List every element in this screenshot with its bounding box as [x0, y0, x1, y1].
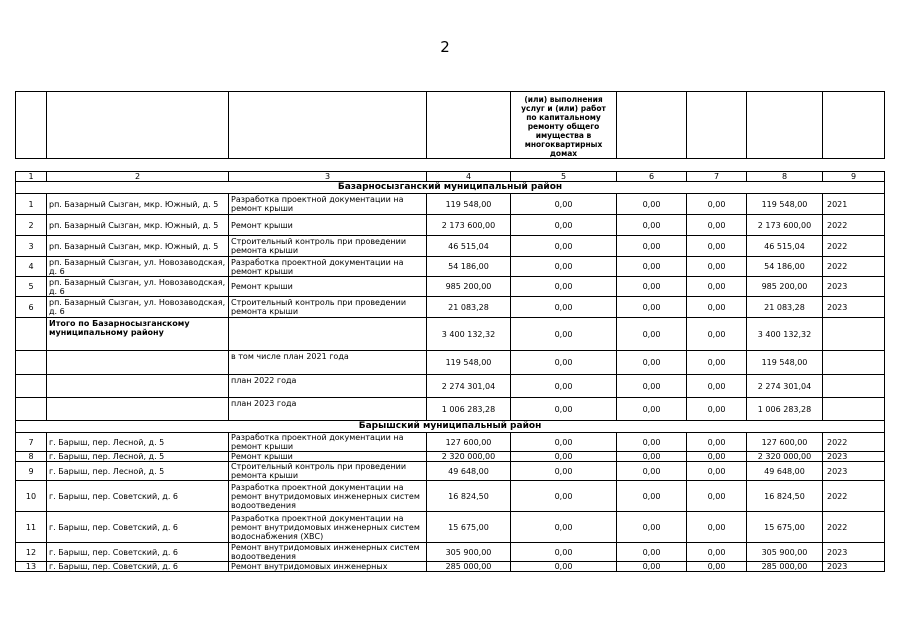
year-cell	[823, 375, 885, 398]
cost-col5-cell: 0,00	[511, 318, 617, 351]
cost-col5-cell: 0,00	[511, 297, 617, 318]
cost-col6-cell: 0,00	[617, 562, 687, 572]
row-number: 12	[16, 543, 47, 562]
header-cell	[687, 92, 747, 159]
address-cell: г. Барыш, пер. Лесной, д. 5	[47, 433, 229, 452]
header-fragment-text: (или) выполнения услуг и (или) работ по капитальному ремонту общего имущества в многоквартирных домах	[511, 92, 617, 159]
cost-total-cell: 285 000,00	[427, 562, 511, 572]
total-work-label	[229, 318, 427, 351]
cost-col5-cell: 0,00	[511, 543, 617, 562]
column-number: 8	[747, 172, 823, 182]
column-number: 4	[427, 172, 511, 182]
address-cell: г. Барыш, пер. Советский, д. 6	[47, 512, 229, 543]
address-cell: г. Барыш, пер. Советский, д. 6	[47, 481, 229, 512]
work-type-cell: Строительный контроль при проведении ремонта крыши	[229, 297, 427, 318]
column-number: 5	[511, 172, 617, 182]
row-number: 13	[16, 562, 47, 572]
row-number: 5	[16, 277, 47, 297]
cost-total-cell: 119 548,00	[427, 351, 511, 375]
address-cell: рп. Базарный Сызган, мкр. Южный, д. 5	[47, 215, 229, 236]
address-cell: г. Барыш, пер. Советский, д. 6	[47, 562, 229, 572]
section-title-row	[16, 182, 885, 194]
work-type-cell: Строительный контроль при проведении ремонта крыши	[229, 462, 427, 481]
cost-col8-cell: 16 824,50	[747, 481, 823, 512]
header-cell	[427, 92, 511, 159]
table-row	[16, 481, 885, 512]
cost-col6-cell: 0,00	[617, 277, 687, 297]
cost-col8-cell: 2 320 000,00	[747, 452, 823, 462]
cost-col7-cell: 0,00	[687, 452, 747, 462]
year-cell	[823, 318, 885, 351]
cost-col6-cell: 0,00	[617, 318, 687, 351]
year-cell: 2022	[823, 512, 885, 543]
work-type-cell: Ремонт крыши	[229, 452, 427, 462]
header-cell	[16, 92, 47, 159]
year-cell: 2022	[823, 257, 885, 277]
year-cell: 2022	[823, 433, 885, 452]
header-cell	[617, 92, 687, 159]
cost-col8-cell: 46 515,04	[747, 236, 823, 257]
year-cell: 2023	[823, 452, 885, 462]
row-number: 7	[16, 433, 47, 452]
table-row	[16, 433, 885, 452]
column-number-row	[16, 172, 885, 182]
work-type-cell: Ремонт крыши	[229, 215, 427, 236]
cost-col8-cell: 985 200,00	[747, 277, 823, 297]
cost-total-cell: 305 900,00	[427, 543, 511, 562]
table-row	[16, 257, 885, 277]
address-cell: рп. Базарный Сызган, ул. Новозаводская, д. 6	[47, 257, 229, 277]
table-row	[16, 543, 885, 562]
table-row	[16, 562, 885, 572]
page-number: 2	[440, 38, 450, 56]
address-cell: г. Барыш, пер. Лесной, д. 5	[47, 452, 229, 462]
cost-total-cell: 21 083,28	[427, 297, 511, 318]
cost-col7-cell: 0,00	[687, 562, 747, 572]
cost-col5-cell: 0,00	[511, 512, 617, 543]
cost-col5-cell: 0,00	[511, 351, 617, 375]
table-row	[16, 194, 885, 215]
cost-col6-cell: 0,00	[617, 297, 687, 318]
cost-col6-cell: 0,00	[617, 236, 687, 257]
total-label	[47, 351, 229, 375]
year-cell: 2023	[823, 562, 885, 572]
column-number: 1	[16, 172, 47, 182]
work-type-cell: Разработка проектной документации на ремонт крыши	[229, 194, 427, 215]
cost-col6-cell: 0,00	[617, 398, 687, 421]
table-row	[16, 236, 885, 257]
cost-col8-cell: 119 548,00	[747, 194, 823, 215]
total-row	[16, 398, 885, 421]
cost-col6-cell: 0,00	[617, 433, 687, 452]
section-title: Барышский муниципальный район	[16, 421, 885, 433]
total-work-label: план 2022 года	[229, 375, 427, 398]
cost-col5-cell: 0,00	[511, 462, 617, 481]
cost-total-cell: 2 274 301,04	[427, 375, 511, 398]
cost-total-cell: 3 400 132,32	[427, 318, 511, 351]
column-number: 3	[229, 172, 427, 182]
cost-col8-cell: 1 006 283,28	[747, 398, 823, 421]
cost-col8-cell: 119 548,00	[747, 351, 823, 375]
row-number: 11	[16, 512, 47, 543]
column-number: 9	[823, 172, 885, 182]
row-number: 6	[16, 297, 47, 318]
address-cell: г. Барыш, пер. Советский, д. 6	[47, 543, 229, 562]
header-cell	[47, 92, 229, 159]
cost-col5-cell: 0,00	[511, 375, 617, 398]
cost-col7-cell: 0,00	[687, 236, 747, 257]
row-number	[16, 318, 47, 351]
main-table	[15, 171, 885, 572]
cost-total-cell: 985 200,00	[427, 277, 511, 297]
year-cell	[823, 398, 885, 421]
row-number: 2	[16, 215, 47, 236]
year-cell: 2022	[823, 215, 885, 236]
total-row	[16, 318, 885, 351]
table-row	[16, 297, 885, 318]
row-number: 3	[16, 236, 47, 257]
year-cell: 2022	[823, 481, 885, 512]
header-cell	[823, 92, 885, 159]
cost-col8-cell: 21 083,28	[747, 297, 823, 318]
cost-col6-cell: 0,00	[617, 462, 687, 481]
cost-col6-cell: 0,00	[617, 215, 687, 236]
work-type-cell: Разработка проектной документации на ремонт внутридомовых инженерных систем водоотведения	[229, 481, 427, 512]
cost-total-cell: 46 515,04	[427, 236, 511, 257]
cost-col7-cell: 0,00	[687, 351, 747, 375]
cost-col5-cell: 0,00	[511, 562, 617, 572]
section-title-row	[16, 421, 885, 433]
cost-col5-cell: 0,00	[511, 194, 617, 215]
cost-col5-cell: 0,00	[511, 215, 617, 236]
cost-col6-cell: 0,00	[617, 375, 687, 398]
work-type-cell: Строительный контроль при проведении ремонта крыши	[229, 236, 427, 257]
cost-col7-cell: 0,00	[687, 543, 747, 562]
row-number: 9	[16, 462, 47, 481]
cost-total-cell: 2 320 000,00	[427, 452, 511, 462]
cost-col6-cell: 0,00	[617, 351, 687, 375]
cost-total-cell: 1 006 283,28	[427, 398, 511, 421]
row-number	[16, 398, 47, 421]
cost-col7-cell: 0,00	[687, 194, 747, 215]
year-cell: 2023	[823, 543, 885, 562]
work-type-cell: Разработка проектной документации на ремонт крыши	[229, 433, 427, 452]
row-number: 10	[16, 481, 47, 512]
cost-total-cell: 119 548,00	[427, 194, 511, 215]
cost-total-cell: 49 648,00	[427, 462, 511, 481]
year-cell: 2023	[823, 462, 885, 481]
total-label	[47, 398, 229, 421]
cost-col6-cell: 0,00	[617, 194, 687, 215]
cost-col7-cell: 0,00	[687, 433, 747, 452]
cost-col8-cell: 127 600,00	[747, 433, 823, 452]
address-cell: рп. Базарный Сызган, ул. Новозаводская, д. 6	[47, 277, 229, 297]
cost-col5-cell: 0,00	[511, 257, 617, 277]
total-label	[47, 375, 229, 398]
cost-col8-cell: 2 274 301,04	[747, 375, 823, 398]
table-row	[16, 512, 885, 543]
row-number	[16, 375, 47, 398]
row-number: 1	[16, 194, 47, 215]
cost-col5-cell: 0,00	[511, 398, 617, 421]
row-number: 4	[16, 257, 47, 277]
cost-col8-cell: 2 173 600,00	[747, 215, 823, 236]
work-type-cell: Ремонт внутридомовых инженерных систем водоотведения	[229, 543, 427, 562]
work-type-cell: Ремонт крыши	[229, 277, 427, 297]
year-cell: 2022	[823, 236, 885, 257]
cost-col8-cell: 305 900,00	[747, 543, 823, 562]
year-cell	[823, 351, 885, 375]
total-row	[16, 375, 885, 398]
cost-col5-cell: 0,00	[511, 481, 617, 512]
cost-col7-cell: 0,00	[687, 297, 747, 318]
table-row	[16, 277, 885, 297]
row-number	[16, 351, 47, 375]
total-work-label: план 2023 года	[229, 398, 427, 421]
cost-col8-cell: 54 186,00	[747, 257, 823, 277]
table-row	[16, 462, 885, 481]
work-type-cell: Ремонт внутридомовых инженерных	[229, 562, 427, 572]
row-number: 8	[16, 452, 47, 462]
header-cell	[229, 92, 427, 159]
cost-col7-cell: 0,00	[687, 215, 747, 236]
cost-col7-cell: 0,00	[687, 462, 747, 481]
work-type-cell: Разработка проектной документации на ремонт крыши	[229, 257, 427, 277]
cost-col7-cell: 0,00	[687, 375, 747, 398]
address-cell: рп. Базарный Сызган, ул. Новозаводская, д. 6	[47, 297, 229, 318]
cost-total-cell: 2 173 600,00	[427, 215, 511, 236]
cost-col5-cell: 0,00	[511, 236, 617, 257]
cost-col7-cell: 0,00	[687, 277, 747, 297]
cost-col7-cell: 0,00	[687, 512, 747, 543]
cost-col7-cell: 0,00	[687, 257, 747, 277]
cost-col8-cell: 49 648,00	[747, 462, 823, 481]
total-row	[16, 351, 885, 375]
cost-col6-cell: 0,00	[617, 512, 687, 543]
cost-col5-cell: 0,00	[511, 277, 617, 297]
header-cell	[747, 92, 823, 159]
address-cell: рп. Базарный Сызган, мкр. Южный, д. 5	[47, 194, 229, 215]
total-label: Итого по Базарносызганскому муниципальному району	[47, 318, 229, 351]
column-number: 6	[617, 172, 687, 182]
cost-col5-cell: 0,00	[511, 433, 617, 452]
cost-total-cell: 16 824,50	[427, 481, 511, 512]
cost-col6-cell: 0,00	[617, 543, 687, 562]
table-row	[16, 452, 885, 462]
cost-total-cell: 127 600,00	[427, 433, 511, 452]
column-number: 7	[687, 172, 747, 182]
header-table	[15, 91, 885, 159]
work-type-cell: Разработка проектной документации на ремонт внутридомовых инженерных систем водоснабжения (ХВС)	[229, 512, 427, 543]
total-work-label: в том числе план 2021 года	[229, 351, 427, 375]
cost-col8-cell: 15 675,00	[747, 512, 823, 543]
year-cell: 2023	[823, 277, 885, 297]
address-cell: рп. Базарный Сызган, мкр. Южный, д. 5	[47, 236, 229, 257]
column-number: 2	[47, 172, 229, 182]
section-title: Базарносызганский муниципальный район	[16, 182, 885, 194]
cost-col8-cell: 285 000,00	[747, 562, 823, 572]
cost-col8-cell: 3 400 132,32	[747, 318, 823, 351]
address-cell: г. Барыш, пер. Лесной, д. 5	[47, 462, 229, 481]
cost-col6-cell: 0,00	[617, 452, 687, 462]
year-cell: 2023	[823, 297, 885, 318]
cost-col6-cell: 0,00	[617, 481, 687, 512]
cost-col7-cell: 0,00	[687, 398, 747, 421]
cost-total-cell: 54 186,00	[427, 257, 511, 277]
cost-col7-cell: 0,00	[687, 481, 747, 512]
year-cell: 2021	[823, 194, 885, 215]
table-row	[16, 215, 885, 236]
cost-total-cell: 15 675,00	[427, 512, 511, 543]
cost-col6-cell: 0,00	[617, 257, 687, 277]
cost-col7-cell: 0,00	[687, 318, 747, 351]
cost-col5-cell: 0,00	[511, 452, 617, 462]
